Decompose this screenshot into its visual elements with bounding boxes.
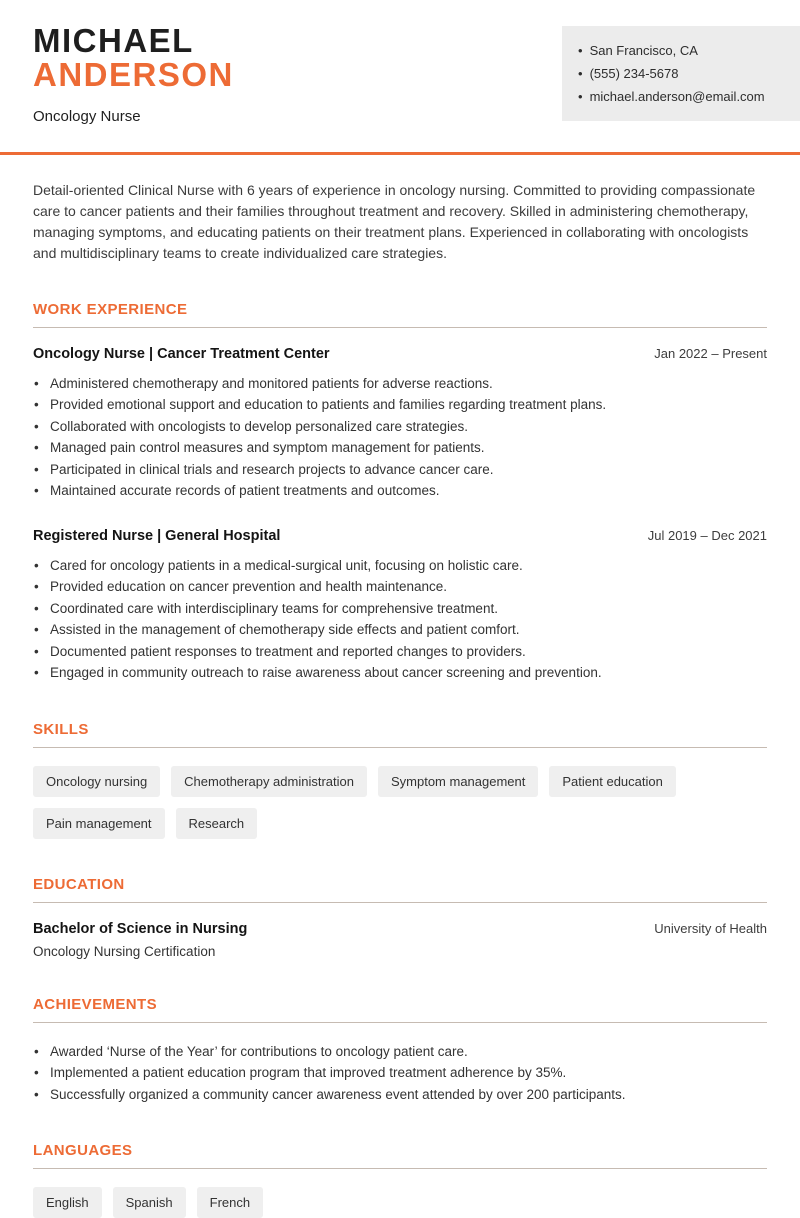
- contact-location: [578, 39, 782, 62]
- language-tag: Spanish: [113, 1187, 186, 1218]
- section-work-experience: [33, 301, 767, 684]
- bullet-icon: •: [578, 66, 583, 81]
- job-bullet: • Coordinated care with interdisciplinary teams for comprehensive treatment.: [33, 598, 767, 620]
- skill-tag: Research: [176, 808, 258, 839]
- job-dates: Jul 2019 – Dec 2021: [647, 527, 767, 543]
- job-bullet: • Maintained accurate records of patient treatments and outcomes.: [33, 480, 767, 502]
- job-title-company: Oncology Nurse | Cancer Treatment Center: [33, 345, 330, 362]
- degree-title: Bachelor of Science in Nursing: [33, 920, 248, 937]
- bullet-icon: •: [578, 89, 583, 104]
- job-dates: Jan 2022 – Present: [654, 345, 767, 361]
- first-name: MICHAEL: [33, 22, 194, 59]
- achievement-list: [33, 1041, 767, 1106]
- job-entry: [33, 346, 767, 502]
- job-bullet: • Documented patient responses to treatment and reported changes to providers.: [33, 641, 767, 663]
- last-name: ANDERSON: [33, 55, 234, 93]
- skill-tag: Symptom management: [378, 766, 538, 797]
- section-title-skills: SKILLS: [33, 721, 767, 748]
- resume-body: [0, 180, 800, 1218]
- contact-email-text: michael.anderson@email.com: [589, 89, 765, 104]
- language-tag-list: [33, 1187, 767, 1218]
- skill-tag: Chemotherapy administration: [171, 766, 367, 797]
- section-title-languages: LANGUAGES: [33, 1142, 767, 1169]
- skill-tag: Patient education: [549, 766, 675, 797]
- achievement-bullet: • Implemented a patient education program that improved treatment adherence by 35%.: [33, 1062, 767, 1084]
- job-bullet-list: [33, 555, 767, 684]
- skill-tag: Pain management: [33, 808, 165, 839]
- education-header: [33, 921, 767, 937]
- section-skills: [33, 721, 767, 839]
- contact-box: [562, 26, 800, 121]
- resume-header: [0, 0, 800, 125]
- section-languages: [33, 1142, 767, 1218]
- job-bullet: • Provided education on cancer prevention and health maintenance.: [33, 576, 767, 598]
- job-header: [33, 528, 767, 544]
- job-bullet: • Provided emotional support and education to patients and families regarding treatment plans.: [33, 394, 767, 416]
- section-title-education: EDUCATION: [33, 876, 767, 903]
- achievement-bullet: • Awarded ‘Nurse of the Year’ for contributions to oncology patient care.: [33, 1041, 767, 1063]
- job-bullet: • Participated in clinical trials and research projects to advance cancer care.: [33, 459, 767, 481]
- job-header: [33, 346, 767, 362]
- language-tag: French: [197, 1187, 263, 1218]
- job-bullet-list: [33, 373, 767, 502]
- skill-tag-list: [33, 766, 767, 839]
- job-bullet: • Collaborated with oncologists to develop personalized care strategies.: [33, 416, 767, 438]
- job-title-company: Registered Nurse | General Hospital: [33, 527, 281, 544]
- job-bullet: • Engaged in community outreach to raise awareness about cancer screening and prevention.: [33, 662, 767, 684]
- contact-email: [578, 85, 782, 108]
- achievement-bullet: • Successfully organized a community cancer awareness event attended by over 200 participants.: [33, 1084, 767, 1106]
- section-title-achievements: ACHIEVEMENTS: [33, 996, 767, 1023]
- contact-phone: [578, 62, 782, 85]
- bullet-icon: •: [578, 43, 583, 58]
- job-title: Oncology Nurse: [33, 107, 141, 125]
- language-tag: English: [33, 1187, 102, 1218]
- section-education: [33, 876, 767, 959]
- section-achievements: [33, 996, 767, 1106]
- contact-location-text: San Francisco, CA: [589, 43, 698, 58]
- job-entry: [33, 528, 767, 684]
- education-subtitle: Oncology Nursing Certification: [33, 943, 216, 959]
- section-title-work-experience: WORK EXPERIENCE: [33, 301, 767, 328]
- job-bullet: • Administered chemotherapy and monitored patients for adverse reactions.: [33, 373, 767, 395]
- job-bullet: • Cared for oncology patients in a medical-surgical unit, focusing on holistic care.: [33, 555, 767, 577]
- header-divider: [0, 152, 800, 155]
- job-bullet: • Assisted in the management of chemotherapy side effects and patient comfort.: [33, 619, 767, 641]
- name-block: [33, 24, 234, 125]
- job-bullet: • Managed pain control measures and symptom management for patients.: [33, 437, 767, 459]
- school-name: University of Health: [654, 920, 767, 936]
- contact-phone-text: (555) 234-5678: [589, 66, 679, 81]
- skill-tag: Oncology nursing: [33, 766, 160, 797]
- summary-paragraph: Detail-oriented Clinical Nurse with 6 years of experience in oncology nursing. Committed to providing compassionate care to cancer patients and their families throughout treatment and recovery. Skilled in administering chemotherapy, managing symptoms, and educating patients on their treatment plans. Experienced in collaborating with oncologists and multidisciplinary teams to create individualized care strategies.: [33, 181, 756, 261]
